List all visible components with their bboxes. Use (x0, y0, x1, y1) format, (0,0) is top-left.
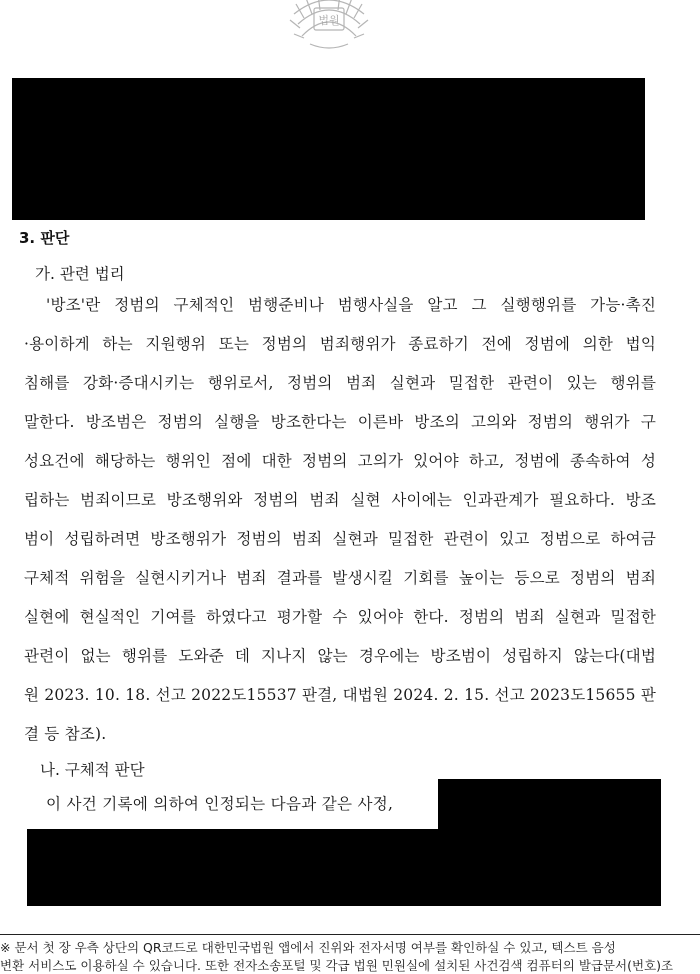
footer-notice-line: 변환 서비스도 이용하실 수 있습니다. 또한 전자소송포털 및 각급 법원 민원실에 설치된 사건검색 컴퓨터의 발급문서(번호)조 (0, 958, 674, 973)
paragraph-line: 실현에 현실적인 기여를 하였다고 평가할 수 있어야 한다. 정범의 범죄 실현과 밀접한 (24, 608, 656, 626)
paragraph-line: 성요건에 해당하는 행위인 점에 대한 정범의 고의가 있어야 하고, 정범에 종속하여 성 (24, 452, 656, 470)
paragraph-line: 결 등 참조). (24, 725, 107, 743)
redacted-block-inline (438, 779, 661, 833)
redacted-block-bottom (27, 829, 661, 906)
facts-intro-line: 이 사건 기록에 의하여 인정되는 다음과 같은 사정, (46, 795, 394, 813)
subsection-a-heading: 가. 관련 법리 (35, 265, 125, 283)
paragraph-line: 관련이 없는 행위를 도와준 데 지나지 않는 경우에는 방조범이 성립하지 않는다(대법 (24, 647, 656, 665)
footer-divider (0, 934, 700, 935)
subsection-b-heading: 나. 구체적 판단 (40, 761, 145, 779)
svg-text:법원: 법원 (318, 14, 340, 27)
paragraph-line: 립하는 범죄이므로 방조행위와 정범의 범죄 실현 사이에는 인과관계가 필요하다. 방조 (24, 491, 656, 509)
paragraph-line: '방조'란 정범의 구체적인 범행준비나 범행사실을 알고 그 실행행위를 가능·촉진 (46, 296, 656, 314)
court-seal-icon (284, 0, 374, 52)
paragraph-line: 구체적 위험을 실현시키거나 범죄 결과를 발생시킬 기회를 높이는 등으로 정범의 범죄 (24, 569, 656, 587)
paragraph-line: 침해를 강화·증대시키는 행위로서, 정범의 범죄 실현과 밀접한 관련이 있는 행위를 (24, 374, 656, 392)
paragraph-line: 원 2023. 10. 18. 선고 2022도15537 판결, 대법원 2024. 2. 15. 선고 2023도15655 판 (24, 686, 656, 704)
section-heading: 3. 판단 (19, 229, 70, 247)
paragraph-line: ·용이하게 하는 지원행위 또는 정범의 범죄행위가 종료하기 전에 정범에 의한 법익 (24, 335, 656, 353)
paragraph-line: 범이 성립하려면 방조행위가 정범의 범죄 실현과 밀접한 관련이 있고 정범으로 하여금 (24, 530, 656, 548)
redacted-block-top (12, 78, 645, 220)
paragraph-line: 말한다. 방조범은 정범의 실행을 방조한다는 이른바 방조의 고의와 정범의 행위가 구 (24, 413, 656, 431)
footer-notice-line: ※ 문서 첫 장 우측 상단의 QR코드로 대한민국법원 앱에서 진위와 전자서명 여부를 확인하실 수 있고, 텍스트 음성 (0, 940, 616, 955)
